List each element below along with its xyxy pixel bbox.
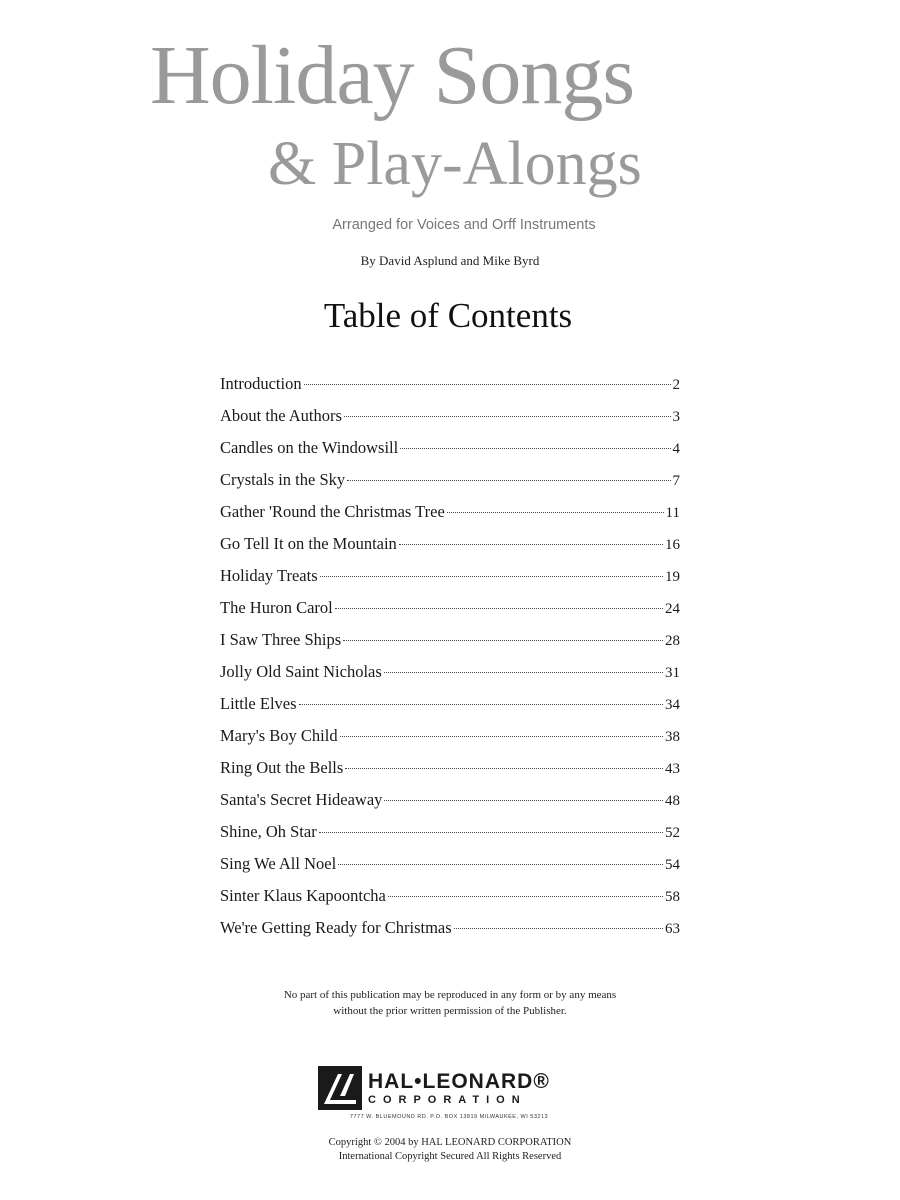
table-of-contents [220, 374, 680, 950]
toc-entry-title: We're Getting Ready for Christmas [220, 918, 452, 937]
toc-entry [220, 374, 680, 406]
toc-dot-leader [320, 576, 663, 577]
toc-entry [220, 918, 680, 950]
toc-dot-leader [345, 768, 663, 769]
toc-dot-leader [400, 448, 670, 449]
toc-entry-page: 11 [665, 505, 680, 521]
toc-dot-leader [338, 864, 663, 865]
toc-entry [220, 790, 680, 822]
toc-dot-leader [388, 896, 663, 897]
toc-entry-title: Little Elves [220, 694, 297, 713]
toc-entry-title: Shine, Oh Star [220, 822, 317, 841]
notice-line: without the prior written permission of the Publisher. [333, 1005, 567, 1017]
toc-entry [220, 502, 680, 534]
toc-entry-page: 63 [665, 921, 680, 937]
toc-entry-page: 28 [665, 633, 680, 649]
toc-dot-leader [299, 704, 663, 705]
toc-entry [220, 470, 680, 502]
toc-entry [220, 630, 680, 662]
toc-dot-leader [343, 640, 663, 641]
toc-entry-title: Go Tell It on the Mountain [220, 534, 397, 553]
toc-dot-leader [319, 832, 663, 833]
toc-entry-title: Introduction [220, 374, 302, 393]
toc-entry [220, 694, 680, 726]
toc-entry [220, 406, 680, 438]
toc-entry-page: 3 [672, 409, 680, 425]
toc-dot-leader [344, 416, 671, 417]
toc-entry [220, 438, 680, 470]
toc-entry [220, 822, 680, 854]
toc-entry-page: 7 [672, 473, 680, 489]
toc-entry-title: I Saw Three Ships [220, 630, 342, 649]
toc-dot-leader [304, 384, 671, 385]
toc-heading: Table of Contents [323, 296, 573, 335]
reproduction-notice [0, 987, 900, 1019]
toc-entry [220, 854, 680, 886]
book-subtitle: Arranged for Voices and Orff Instruments [332, 217, 596, 233]
toc-dot-leader [447, 512, 664, 513]
toc-entry-title: Holiday Treats [220, 566, 318, 585]
toc-entry-title: The Huron Carol [220, 598, 333, 617]
toc-entry-title: Candles on the Windowsill [220, 438, 399, 457]
copyright-line: Copyright © 2004 by HAL LEONARD CORPORATION [328, 1137, 572, 1148]
toc-entry-page: 34 [665, 697, 680, 713]
toc-entry-title: Crystals in the Sky [220, 470, 346, 489]
toc-entry-title: Gather 'Round the Christmas Tree [220, 502, 445, 521]
book-title-line2: & Play-Alongs [268, 130, 642, 198]
book-title: Holiday Songs [150, 29, 635, 122]
toc-entry [220, 534, 680, 566]
toc-entry-page: 24 [665, 601, 680, 617]
toc-entry-title: Santa's Secret Hideaway [220, 790, 383, 809]
toc-dot-leader [399, 544, 663, 545]
publisher-logo [318, 1066, 588, 1126]
toc-entry-page: 38 [665, 729, 680, 745]
toc-entry-page: 4 [672, 441, 680, 457]
toc-entry [220, 566, 680, 598]
toc-entry-page: 2 [672, 377, 680, 393]
toc-entry [220, 886, 680, 918]
toc-dot-leader [340, 736, 663, 737]
publisher-corporation: CORPORATION [368, 1094, 527, 1106]
toc-dot-leader [347, 480, 670, 481]
publisher-name: HAL•LEONARD® [368, 1070, 550, 1093]
toc-entry-title: Jolly Old Saint Nicholas [220, 662, 382, 681]
toc-entry [220, 598, 680, 630]
toc-entry-title: Mary's Boy Child [220, 726, 338, 745]
toc-entry-title: Sing We All Noel [220, 854, 337, 873]
toc-dot-leader [454, 928, 663, 929]
toc-entry-page: 19 [665, 569, 680, 585]
publisher-address: 7777 W. BLUEMOUND RD. P.O. BOX 13819 MILWAUKEE, WI 53213 [349, 1114, 549, 1120]
toc-entry [220, 726, 680, 758]
copyright-line: International Copyright Secured All Rights Reserved [338, 1151, 562, 1162]
toc-entry-page: 54 [665, 857, 680, 873]
toc-entry-page: 31 [665, 665, 680, 681]
toc-dot-leader [335, 608, 663, 609]
toc-entry-page: 58 [665, 889, 680, 905]
toc-dot-leader [384, 672, 663, 673]
toc-entry-title: Sinter Klaus Kapoontcha [220, 886, 386, 905]
toc-entry-page: 16 [665, 537, 680, 553]
authors-credit: By David Asplund and Mike Byrd [360, 253, 540, 268]
toc-entry [220, 758, 680, 790]
toc-entry [220, 662, 680, 694]
toc-entry-title: Ring Out the Bells [220, 758, 344, 777]
toc-entry-title: About the Authors [220, 406, 342, 425]
hal-leonard-logo-icon [318, 1066, 362, 1110]
notice-line: No part of this publication may be reproduced in any form or by any means [283, 989, 617, 1001]
toc-entry-page: 43 [665, 761, 680, 777]
copyright-notice [0, 1136, 900, 1164]
toc-dot-leader [384, 800, 663, 801]
toc-entry-page: 48 [665, 793, 680, 809]
toc-entry-page: 52 [665, 825, 680, 841]
